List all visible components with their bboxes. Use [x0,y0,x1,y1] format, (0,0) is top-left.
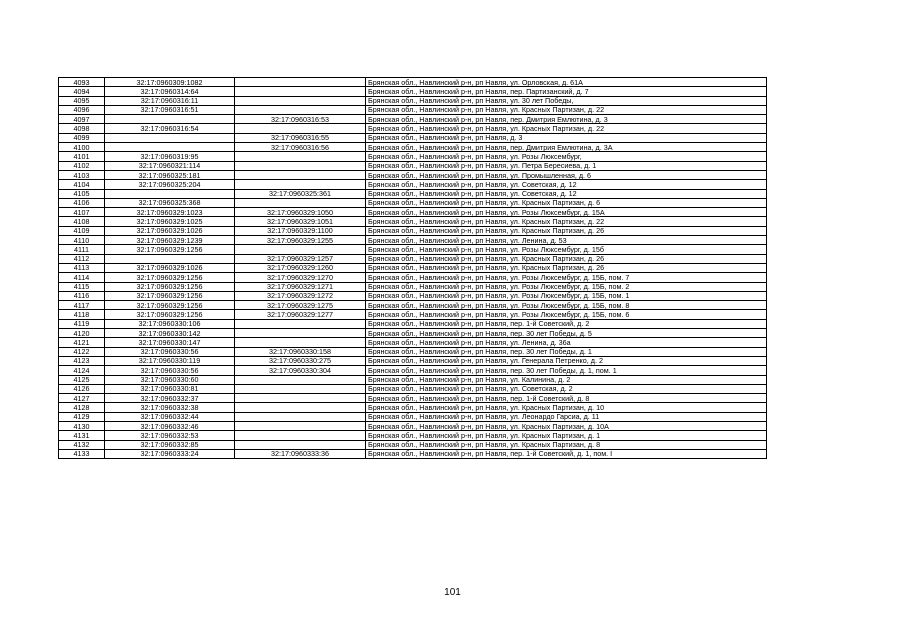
row-number-cell: 4117 [59,301,105,310]
row-number-cell: 4104 [59,180,105,189]
address-cell: Брянская обл., Навлинский р-н, рп Навля, ул. Розы Люксембург, д. 15Б, пом. 2 [366,282,767,291]
table-row [59,226,767,235]
building-cadastral-number-cell [235,375,366,384]
land-cadastral-number-cell: 32:17:0960330:119 [105,356,235,365]
address-cell: Брянская обл., Навлинский р-н, рп Навля, ул. Советская, д. 12 [366,180,767,189]
address-cell: Брянская обл., Навлинский р-н, рп Навля, пер. 30 лет Победы, д. 5 [366,329,767,338]
table-row [59,431,767,440]
land-cadastral-number-cell: 32:17:0960316:11 [105,96,235,105]
land-cadastral-number-cell: 32:17:0960330:56 [105,347,235,356]
row-number-cell: 4130 [59,421,105,430]
building-cadastral-number-cell [235,440,366,449]
table-row [59,338,767,347]
building-cadastral-number-cell [235,180,366,189]
land-cadastral-number-cell: 32:17:0960314:64 [105,87,235,96]
address-cell: Брянская обл., Навлинский р-н, рп Навля, ул. 30 лет Победы, [366,96,767,105]
table-row [59,236,767,245]
land-cadastral-number-cell: 32:17:0960325:204 [105,180,235,189]
address-cell: Брянская обл., Навлинский р-н, рп Навля, ул. Ленина, д. 36а [366,338,767,347]
table-row [59,421,767,430]
building-cadastral-number-cell: 32:17:0960325:361 [235,189,366,198]
building-cadastral-number-cell [235,96,366,105]
land-cadastral-number-cell: 32:17:0960325:181 [105,170,235,179]
building-cadastral-number-cell: 32:17:0960329:1050 [235,208,366,217]
address-cell: Брянская обл., Навлинский р-н, рп Навля, ул. Розы Люксембург, д. 15Б, пом. 1 [366,291,767,300]
row-number-cell: 4114 [59,273,105,282]
row-number-cell: 4121 [59,338,105,347]
land-cadastral-number-cell: 32:17:0960332:53 [105,431,235,440]
address-cell: Брянская обл., Навлинский р-н, рп Навля, ул. Красных Партизан, д. 6 [366,198,767,207]
land-cadastral-number-cell: 32:17:0960319:95 [105,152,235,161]
row-number-cell: 4101 [59,152,105,161]
table-row [59,170,767,179]
land-cadastral-number-cell [105,189,235,198]
land-cadastral-number-cell: 32:17:0960330:81 [105,384,235,393]
land-cadastral-number-cell: 32:17:0960329:1025 [105,217,235,226]
land-cadastral-number-cell: 32:17:0960316:51 [105,105,235,114]
building-cadastral-number-cell: 32:17:0960329:1257 [235,254,366,263]
row-number-cell: 4105 [59,189,105,198]
row-number-cell: 4122 [59,347,105,356]
address-cell: Брянская обл., Навлинский р-н, рп Навля, ул. Ленина, д. 53 [366,236,767,245]
row-number-cell: 4116 [59,291,105,300]
row-number-cell: 4112 [59,254,105,263]
address-cell: Брянская обл., Навлинский р-н, рп Навля, ул. Розы Люксембург, д. 15Б, пом. 7 [366,273,767,282]
table-row [59,375,767,384]
row-number-cell: 4123 [59,356,105,365]
table-row [59,291,767,300]
address-cell: Брянская обл., Навлинский р-н, рп Навля, ул. Красных Партизан, д. 1 [366,431,767,440]
table-row [59,329,767,338]
land-cadastral-number-cell: 32:17:0960332:44 [105,412,235,421]
land-cadastral-number-cell: 32:17:0960330:56 [105,366,235,375]
building-cadastral-number-cell: 32:17:0960333:36 [235,449,366,458]
table-row [59,180,767,189]
row-number-cell: 4133 [59,449,105,458]
table-row [59,133,767,142]
land-cadastral-number-cell: 32:17:0960329:1256 [105,291,235,300]
building-cadastral-number-cell: 32:17:0960316:53 [235,115,366,124]
table-row [59,124,767,133]
building-cadastral-number-cell: 32:17:0960316:55 [235,133,366,142]
row-number-cell: 4120 [59,329,105,338]
address-cell: Брянская обл., Навлинский р-н, рп Навля, ул. Розы Люксембург, д. 15Б, пом. 8 [366,301,767,310]
address-cell: Брянская обл., Навлинский р-н, рп Навля, ул. Красных Партизан, д. 26 [366,263,767,272]
table-row [59,189,767,198]
building-cadastral-number-cell [235,394,366,403]
row-number-cell: 4132 [59,440,105,449]
building-cadastral-number-cell [235,384,366,393]
address-cell: Брянская обл., Навлинский р-н, рп Навля, ул. Красных Партизан, д. 10А [366,421,767,430]
address-cell: Брянская обл., Навлинский р-н, рп Навля, ул. Орловская, д. 61А [366,78,767,87]
address-cell: Брянская обл., Навлинский р-н, рп Навля, ул. Красных Партизан, д. 8 [366,440,767,449]
row-number-cell: 4126 [59,384,105,393]
address-cell: Брянская обл., Навлинский р-н, рп Навля, ул. Красных Партизан, д. 22 [366,105,767,114]
address-cell: Брянская обл., Навлинский р-н, рп Навля, пер. 30 лет Победы, д. 1 [366,347,767,356]
land-cadastral-number-cell: 32:17:0960329:1026 [105,226,235,235]
table-row [59,263,767,272]
building-cadastral-number-cell [235,198,366,207]
row-number-cell: 4093 [59,78,105,87]
row-number-cell: 4127 [59,394,105,403]
table-row [59,96,767,105]
land-cadastral-number-cell: 32:17:0960316:54 [105,124,235,133]
land-cadastral-number-cell: 32:17:0960330:142 [105,329,235,338]
land-cadastral-number-cell: 32:17:0960330:60 [105,375,235,384]
table-row [59,403,767,412]
address-cell: Брянская обл., Навлинский р-н, рп Навля, ул. Розы Люксембург, д. 15б [366,245,767,254]
row-number-cell: 4110 [59,236,105,245]
building-cadastral-number-cell: 32:17:0960329:1260 [235,263,366,272]
table-row [59,310,767,319]
row-number-cell: 4096 [59,105,105,114]
land-cadastral-number-cell: 32:17:0960329:1026 [105,263,235,272]
land-cadastral-number-cell: 32:17:0960329:1256 [105,301,235,310]
building-cadastral-number-cell [235,431,366,440]
table-row [59,440,767,449]
row-number-cell: 4119 [59,319,105,328]
row-number-cell: 4108 [59,217,105,226]
land-cadastral-number-cell: 32:17:0960325:368 [105,198,235,207]
building-cadastral-number-cell: 32:17:0960330:275 [235,356,366,365]
table-row [59,273,767,282]
land-cadastral-number-cell: 32:17:0960333:24 [105,449,235,458]
building-cadastral-number-cell [235,421,366,430]
address-cell: Брянская обл., Навлинский р-н, рп Навля, ул. Генерала Петренко, д. 2 [366,356,767,365]
row-number-cell: 4124 [59,366,105,375]
address-cell: Брянская обл., Навлинский р-н, рп Навля, ул. Калинина, д. 2 [366,375,767,384]
land-cadastral-number-cell: 32:17:0960332:38 [105,403,235,412]
address-cell: Брянская обл., Навлинский р-н, рп Навля, ул. Розы Люксембург, д. 15А [366,208,767,217]
land-cadastral-number-cell: 32:17:0960309:1082 [105,78,235,87]
address-cell: Брянская обл., Навлинский р-н, рп Навля, ул. Советская, д. 12 [366,189,767,198]
land-cadastral-number-cell: 32:17:0960329:1256 [105,273,235,282]
table-row [59,87,767,96]
building-cadastral-number-cell [235,124,366,133]
land-cadastral-number-cell [105,254,235,263]
table-row [59,366,767,375]
address-cell: Брянская обл., Навлинский р-н, рп Навля, пер. Партизанский, д. 7 [366,87,767,96]
table-row [59,449,767,458]
building-cadastral-number-cell: 32:17:0960329:1271 [235,282,366,291]
building-cadastral-number-cell: 32:17:0960316:56 [235,143,366,152]
building-cadastral-number-cell [235,412,366,421]
address-cell: Брянская обл., Навлинский р-н, рп Навля, пер. 1-й Советский, д. 8 [366,394,767,403]
row-number-cell: 4100 [59,143,105,152]
row-number-cell: 4125 [59,375,105,384]
building-cadastral-number-cell: 32:17:0960329:1277 [235,310,366,319]
building-cadastral-number-cell [235,87,366,96]
address-cell: Брянская обл., Навлинский р-н, рп Навля, пер. 1-й Советский, д. 2 [366,319,767,328]
land-cadastral-number-cell: 32:17:0960329:1256 [105,245,235,254]
building-cadastral-number-cell [235,170,366,179]
address-cell: Брянская обл., Навлинский р-н, рп Навля, ул. Красных Партизан, д. 26 [366,254,767,263]
address-cell: Брянская обл., Навлинский р-н, рп Навля, ул. Промышленная, д. 6 [366,170,767,179]
table-row [59,78,767,87]
address-cell: Брянская обл., Навлинский р-н, рп Навля, ул. Красных Партизан, д. 22 [366,217,767,226]
table-row [59,105,767,114]
building-cadastral-number-cell [235,338,366,347]
table-row [59,384,767,393]
address-cell: Брянская обл., Навлинский р-н, рп Навля, пер. 1-й Советский, д. 1, пом. I [366,449,767,458]
page-number: 101 [444,587,461,598]
row-number-cell: 4098 [59,124,105,133]
land-cadastral-number-cell: 32:17:0960332:85 [105,440,235,449]
address-cell: Брянская обл., Навлинский р-н, рп Навля, пер. Дмитрия Емлютина, д. 3А [366,143,767,152]
table-row [59,217,767,226]
building-cadastral-number-cell: 32:17:0960330:304 [235,366,366,375]
address-cell: Брянская обл., Навлинский р-н, рп Навля, ул. Петра Бересиева, д. 1 [366,161,767,170]
address-cell: Брянская обл., Навлинский р-н, рп Навля, ул. Красных Партизан, д. 10 [366,403,767,412]
land-cadastral-number-cell: 32:17:0960332:46 [105,421,235,430]
building-cadastral-number-cell: 32:17:0960330:158 [235,347,366,356]
land-cadastral-number-cell [105,133,235,142]
land-cadastral-number-cell: 32:17:0960329:1239 [105,236,235,245]
table-row [59,152,767,161]
table-row [59,319,767,328]
row-number-cell: 4103 [59,170,105,179]
building-cadastral-number-cell [235,245,366,254]
address-cell: Брянская обл., Навлинский р-н, рп Навля, ул. Леонардо Гарсиа, д. 11 [366,412,767,421]
land-cadastral-number-cell: 32:17:0960329:1256 [105,310,235,319]
land-cadastral-number-cell: 32:17:0960329:1256 [105,282,235,291]
row-number-cell: 4128 [59,403,105,412]
address-cell: Брянская обл., Навлинский р-н, рп Навля, ул. Красных Партизан, д. 26 [366,226,767,235]
land-cadastral-number-cell [105,115,235,124]
row-number-cell: 4102 [59,161,105,170]
table-row [59,394,767,403]
building-cadastral-number-cell [235,329,366,338]
table-row [59,143,767,152]
table-row [59,254,767,263]
table-row [59,356,767,365]
row-number-cell: 4131 [59,431,105,440]
land-cadastral-number-cell: 32:17:0960330:147 [105,338,235,347]
address-cell: Брянская обл., Навлинский р-н, рп Навля, ул. Розы Люксембург, [366,152,767,161]
building-cadastral-number-cell: 32:17:0960329:1272 [235,291,366,300]
row-number-cell: 4109 [59,226,105,235]
table-row [59,208,767,217]
land-cadastral-number-cell: 32:17:0960321:114 [105,161,235,170]
address-cell: Брянская обл., Навлинский р-н, рп Навля, д. 3 [366,133,767,142]
building-cadastral-number-cell: 32:17:0960329:1275 [235,301,366,310]
row-number-cell: 4115 [59,282,105,291]
row-number-cell: 4106 [59,198,105,207]
row-number-cell: 4107 [59,208,105,217]
building-cadastral-number-cell: 32:17:0960329:1100 [235,226,366,235]
address-cell: Брянская обл., Навлинский р-н, рп Навля, пер. 30 лет Победы, д. 1, пом. 1 [366,366,767,375]
address-cell: Брянская обл., Навлинский р-н, рп Навля, ул. Розы Люксембург, д. 15Б, пом. 6 [366,310,767,319]
table-row [59,301,767,310]
building-cadastral-number-cell: 32:17:0960329:1255 [235,236,366,245]
address-cell: Брянская обл., Навлинский р-н, рп Навля, ул. Советская, д. 2 [366,384,767,393]
land-cadastral-number-cell: 32:17:0960330:106 [105,319,235,328]
row-number-cell: 4094 [59,87,105,96]
registry-table-body [59,78,767,459]
table-row [59,412,767,421]
building-cadastral-number-cell: 32:17:0960329:1270 [235,273,366,282]
building-cadastral-number-cell [235,152,366,161]
cadastral-registry-table [58,77,767,459]
row-number-cell: 4111 [59,245,105,254]
land-cadastral-number-cell: 32:17:0960329:1023 [105,208,235,217]
building-cadastral-number-cell [235,403,366,412]
building-cadastral-number-cell [235,161,366,170]
table-row [59,115,767,124]
building-cadastral-number-cell: 32:17:0960329:1051 [235,217,366,226]
building-cadastral-number-cell [235,105,366,114]
address-cell: Брянская обл., Навлинский р-н, рп Навля, пер. Дмитрия Емлютина, д. 3 [366,115,767,124]
address-cell: Брянская обл., Навлинский р-н, рп Навля, ул. Красных Партизан, д. 22 [366,124,767,133]
row-number-cell: 4099 [59,133,105,142]
row-number-cell: 4118 [59,310,105,319]
table-row [59,245,767,254]
building-cadastral-number-cell [235,319,366,328]
table-row [59,198,767,207]
table-row [59,282,767,291]
row-number-cell: 4113 [59,263,105,272]
land-cadastral-number-cell [105,143,235,152]
table-row [59,161,767,170]
table-row [59,347,767,356]
land-cadastral-number-cell: 32:17:0960332:37 [105,394,235,403]
row-number-cell: 4129 [59,412,105,421]
row-number-cell: 4097 [59,115,105,124]
building-cadastral-number-cell [235,78,366,87]
row-number-cell: 4095 [59,96,105,105]
